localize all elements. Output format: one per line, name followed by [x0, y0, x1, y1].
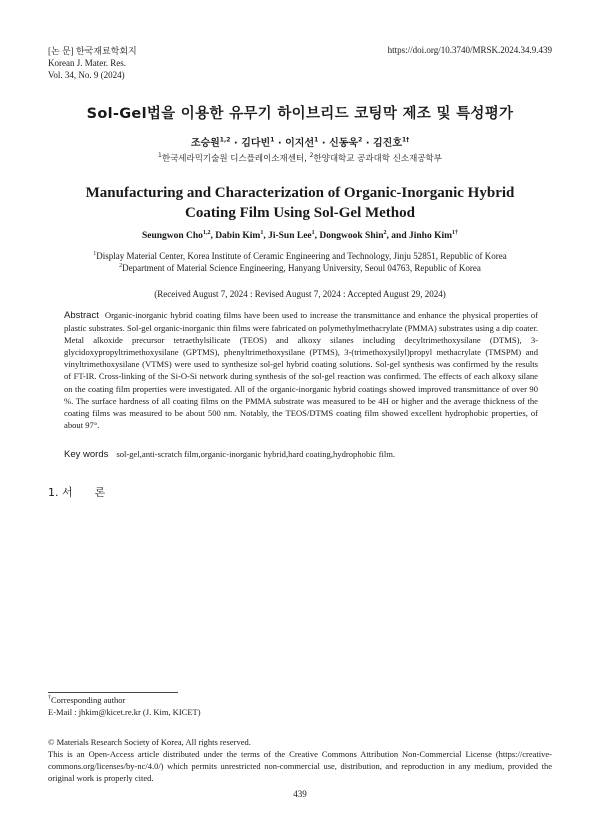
journal-header [48, 45, 137, 81]
journal-volume: Vol. 34, No. 9 (2024) [48, 70, 125, 80]
keyword-item: hard coating, [288, 449, 333, 459]
affiliation-line [0, 262, 600, 274]
author-name: 김다빈 [241, 138, 271, 149]
author-name: 김진호 [373, 138, 402, 149]
author-affiliation-mark: 2 [383, 229, 387, 236]
author-name: 이지선 [285, 138, 315, 149]
affiliation-text: 한국세라믹기술원 디스플레이소재센터, [161, 154, 310, 164]
corresponding-author-note [48, 694, 201, 718]
author-name: Dabin Kim [215, 231, 261, 241]
title-english: Manufacturing and Characterization of Organic-Inorganic Hybrid Coating Film Using Sol-Gel Method [85, 185, 515, 221]
keyword-item: sol-gel, [116, 449, 142, 459]
author-list-korean: 조승원$^{1,2}$ · 김다빈$^1$ · 이지선$^1$ · 신동욱$^2$ · 김진호$^{1\dagger}$ [190, 136, 410, 149]
affiliation-mark: 2 [119, 263, 123, 269]
keywords [64, 449, 538, 460]
author-list-english: Seungwon Cho$^{1,2}$, Dabin Kim$^1$, Ji-Sun Lee$^1$, Dongwook Shin$^2$, and Jinho Kim$^{1\dagger}$ [141, 229, 459, 241]
footnote-divider [48, 692, 178, 693]
author-affiliation-mark: 1 [270, 136, 275, 144]
author-affiliation-mark: 1 [311, 229, 315, 236]
abstract-label: Abstract [64, 310, 99, 321]
page-number: 439 [293, 789, 307, 799]
copyright-line: © Materials Research Society of Korea, All rights reserved. [48, 737, 251, 747]
affiliation-line [310, 154, 442, 164]
author-affiliation-mark: 1 [314, 136, 319, 144]
license-text: This is an Open-Access article distributed under the terms of the Creative Commons Attribution Non-Commercial License (https://creative-commons.org/licenses/by-nc/4.0/) which permits unrestricted non-commercial use, distribution, and reproduction in any medium, provided the original work is properly cited. [48, 749, 552, 783]
corresponding-email: E-Mail : jhkim@kicet.re.kr (J. Kim, KICET) [48, 707, 201, 717]
author-name: 조승원 [190, 138, 220, 149]
keywords-label: Key words [64, 449, 109, 460]
keyword-item: anti-scratch film, [141, 449, 201, 459]
keyword-list [116, 449, 395, 459]
license-note [48, 736, 552, 784]
dagger-mark: † [48, 695, 51, 702]
affiliation-mark: 1 [93, 251, 97, 257]
author-affiliation-mark: 1,2 [219, 136, 231, 144]
keyword-item: hydrophobic film. [333, 449, 396, 459]
corresponding-label: Corresponding author [51, 695, 126, 705]
doi-link[interactable]: https://doi.org/10.3740/MRSK.2024.34.9.439 [387, 45, 552, 55]
author-affiliation-mark: 2 [358, 136, 363, 144]
affiliation-mark: 1 [158, 152, 162, 160]
author-name: Dongwook Shin [319, 231, 384, 241]
journal-name-en: Korean J. Mater. Res. [48, 58, 126, 68]
author-name: Jinho Kim [409, 231, 453, 241]
affiliation-line [158, 154, 310, 164]
received-dates: (Received August 7, 2024 : Revised August 7, 2024 : Accepted August 29, 2024) [154, 289, 446, 299]
affiliation-text: Display Material Center, Korea Institute of Ceramic Engineering and Technology, Jinju 52851, Republic of Korea [96, 251, 507, 261]
section-heading-introduction: 1. 서 론 [48, 486, 106, 499]
journal-name-ko: [논 문] 한국재료학회지 [48, 46, 137, 56]
affiliations-english [0, 250, 600, 274]
author-name: Seungwon Cho [141, 231, 203, 241]
abstract [64, 309, 538, 431]
author-affiliation-mark: 1,2 [202, 229, 211, 236]
title-korean: Sol-Gel법을 이용한 유무기 하이브리드 코팅막 제조 및 특성평가 [86, 106, 514, 122]
abstract-text: Organic-inorganic hybrid coating films have been used to increase the transmittance and enhance the physical properties of plastic substrates. Sol-gel organic-inorganic thin films were fabricated on polymethylmethacrylate (PMMA) substrates using a dip coater. Metal alkoxide precursor tetraethylsilicate (TEOS) and alkoxy silanes including decyltrimethoxysilane (DTMS), 3-glycidoxypropyltrimethoxysilane (GPTMS), phenyltrimethoxysilane (PTMS), 3-(trimethoxysilyl)propyl methacrylate (TMSPM) and vinyltrimethoxysilane (VTMS) were used to synthesize sol-gel hybrid coating solutions. Sol-gel synthesis was confirmed by the results of FT-IR. Cross-linking of the Si-O-Si network during synthesis of the sol-gel reaction was confirmed. The effects of each alkoxy silane on the coating film properties were investigated. All of the organic-inorganic hybrid coatings showed improved transmittance of over 90 %. The surface hardness of all coating films on the PMMA substrate was measured to be 4H or higher and the average thickness of the coating films was measured to be about 500 nm. Notably, the TEOS/DTMS coating film showed excellent hydrophobic properties, of about 97°. [64, 310, 538, 430]
author-affiliation-mark: 1† [402, 136, 410, 144]
affiliation-line [0, 250, 600, 262]
author-affiliation-mark: 1 [260, 229, 264, 236]
author-name: Ji-Sun Lee [268, 231, 312, 241]
affiliation-text: Department of Material Science Engineering, Hanyang University, Seoul 04763, Republic of Korea [122, 263, 481, 273]
affiliations-korean [0, 152, 600, 164]
author-affiliation-mark: 1† [452, 229, 459, 236]
keyword-item: organic-inorganic hybrid, [200, 449, 289, 459]
affiliation-text: 한양대학교 공과대학 신소재공학부 [313, 154, 442, 164]
affiliation-mark: 2 [309, 152, 314, 160]
author-name: 신동욱 [329, 138, 359, 149]
